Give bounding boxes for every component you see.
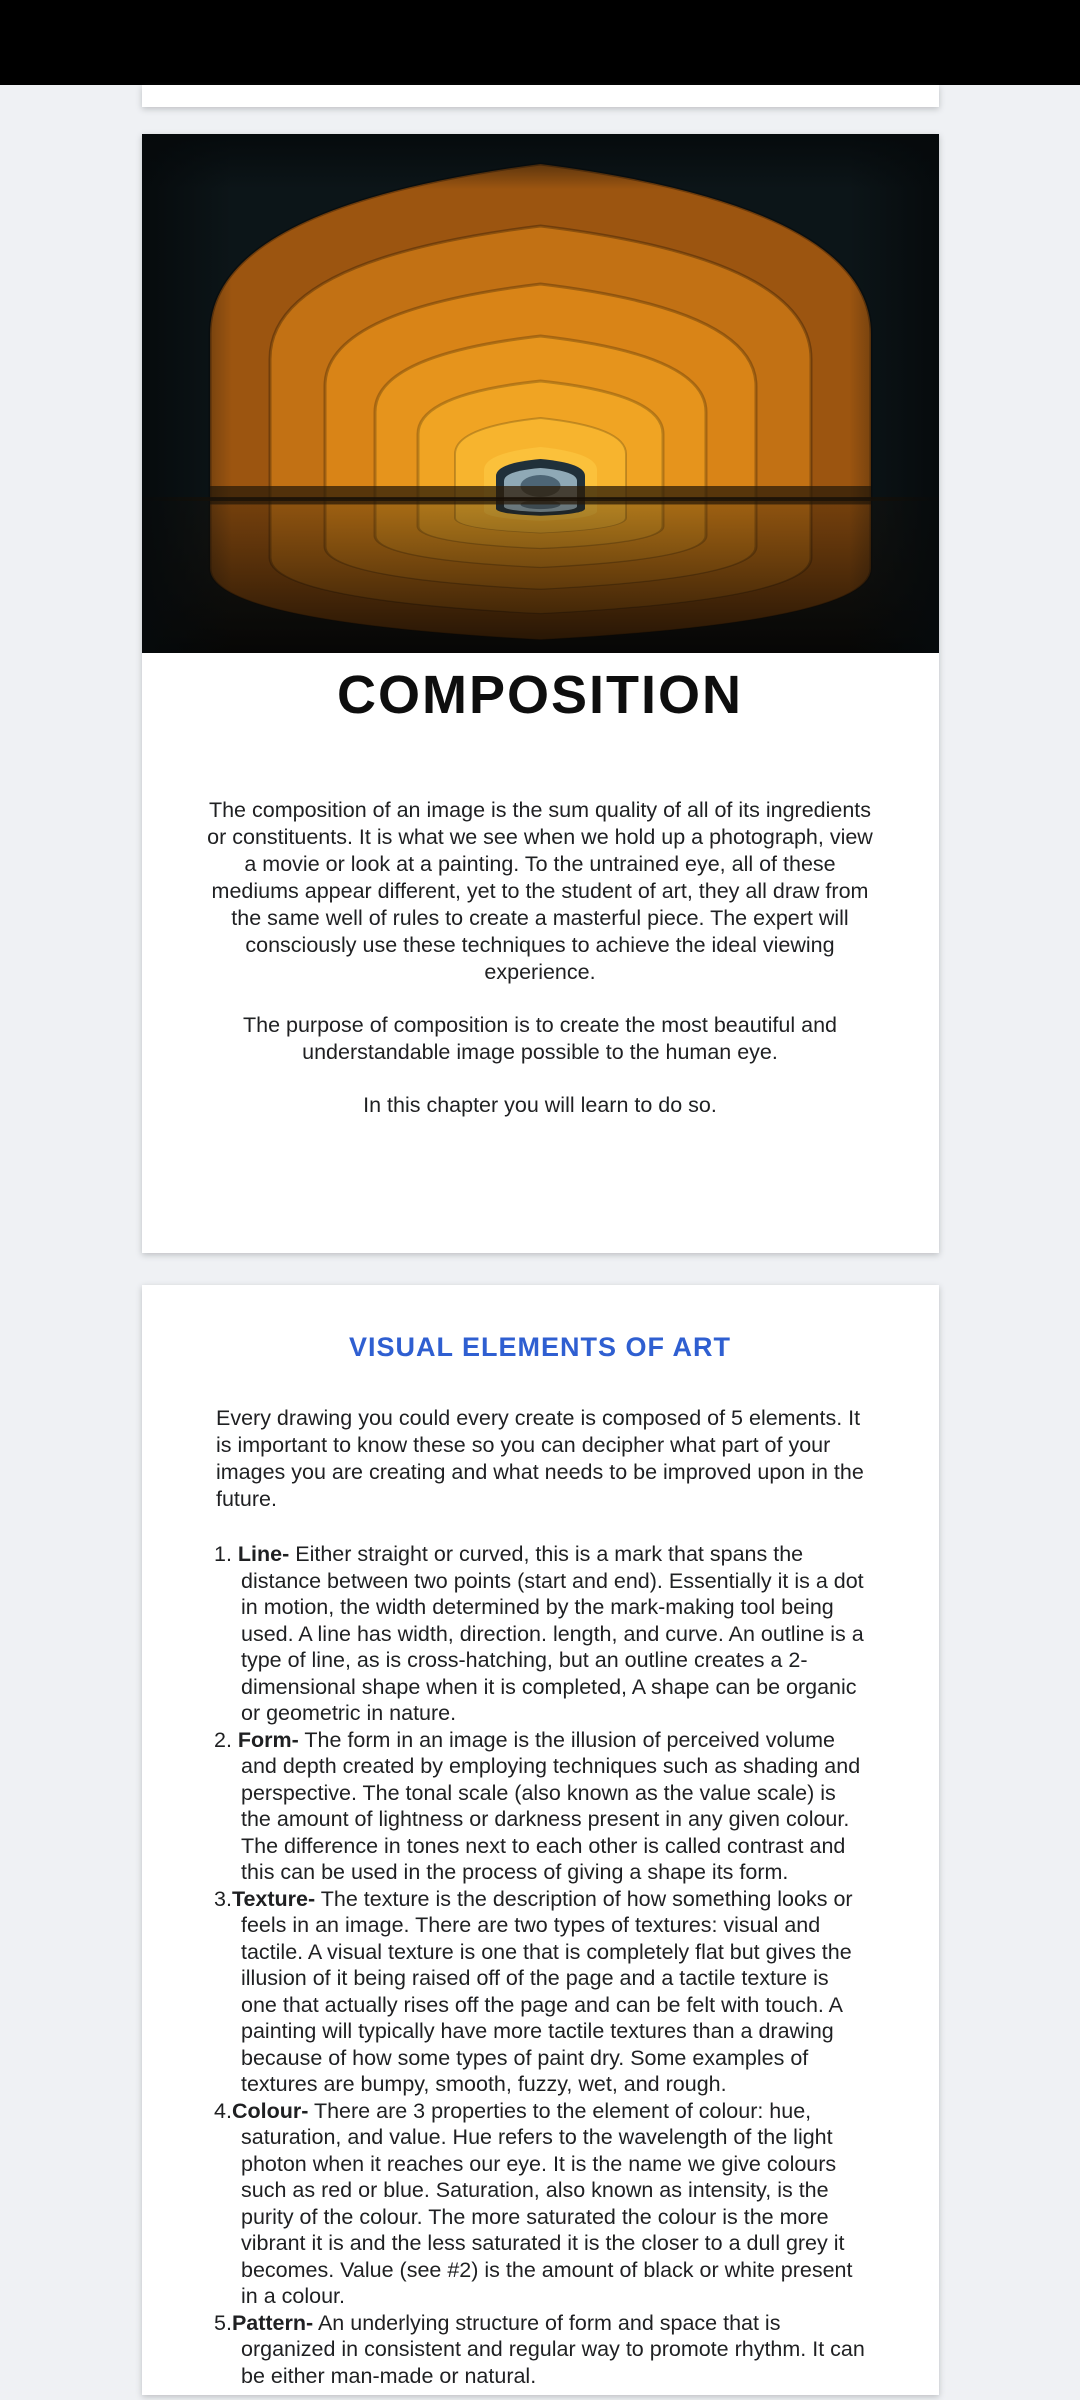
document-scroll-area[interactable] [0, 85, 1080, 2400]
list-number: 4. [214, 2098, 232, 2123]
page-composition [142, 134, 939, 1253]
page-title: COMPOSITION [336, 665, 743, 725]
list-number: 2. [214, 1727, 238, 1752]
status-bar [0, 0, 1080, 85]
page-visual-elements [142, 1285, 939, 2395]
list-term: Pattern- [231, 2310, 314, 2335]
list-term: Colour- [231, 2098, 309, 2123]
list-desc: The texture is the description of how something looks or feels in an image. There are two types of textures: visual and tactile. A visual texture is one that is completely flat but gives the illusion of it being raised off of the page and a tactile texture is one that actually rises off the page and can be felt with touch. A painting will typically have more tactile textures than a drawing because of how some types of paint dry. Some examples of textures are bumpy, smooth, fuzzy, wet, and rough. [241, 1886, 853, 2096]
list-item-pattern [214, 2310, 866, 2390]
list-desc: There are 3 properties to the element of colour: hue, saturation, and value. Hue refers to the wavelength of the light photon when it reaches our eye. It is the name we give colours such as red or blue. Saturation, also known as intensity, is the purity of the colour. The more saturated the colour is the more vibrant it is and the less saturated it is the closer to a dull grey it becomes. Value (see #2) is the amount of black or white present in a colour. [241, 2098, 853, 2308]
list-item-texture [214, 1886, 866, 2098]
previous-page-bottom-edge [142, 85, 939, 107]
composition-paragraph-2: The purpose of composition is to create the most beautiful and understandable image possible to the human eye. [243, 1013, 837, 1064]
section-heading: VISUAL ELEMENTS OF ART [348, 1332, 732, 1362]
list-term: Line- [237, 1542, 290, 1566]
hero-image-arches [142, 134, 939, 653]
intro-paragraph: Every drawing you could every create is composed of 5 elements. It is important to know these so you can decipher what part of your images you are creating and what needs to be improved upon in the future. [216, 1406, 864, 1511]
list-term: Form- [237, 1727, 299, 1752]
elements-list [214, 1541, 866, 2389]
list-number: 1. [214, 1542, 238, 1566]
list-term: Texture- [231, 1886, 316, 1911]
list-item-form [214, 1727, 866, 1886]
composition-paragraph-3: In this chapter you will learn to do so. [363, 1093, 717, 1117]
list-desc: The form in an image is the illusion of perceived volume and depth created by employing techniques such as shading and perspective. The tonal scale (also known as the value scale) is the amount of lightness or darkness present in any given colour. The difference in tones next to each other is called contrast and this can be used in the process of giving a shape its form. [241, 1727, 861, 1884]
list-number: 5. [214, 2310, 232, 2335]
list-desc: An underlying structure of form and space that is organized in consistent and regular way to promote rhythm. It can be either man-made or natural. [241, 2310, 865, 2388]
list-desc: Either straight or curved, this is a mark that spans the distance between two points (start and end). Essentially it is a dot in motion, the width determined by the mark-making tool being used. A line has width, direction. length, and curve. An outline is a type of line, as is cross-hatching, but an outline creates a 2-dimensional shape when it is completed, A shape can be organic or geometric in nature. [241, 1542, 864, 1725]
list-item-line [214, 1541, 866, 1727]
list-number: 3. [214, 1886, 232, 1911]
list-item-colour [214, 2098, 866, 2310]
composition-paragraph-1: The composition of an image is the sum quality of all of its ingredients or constituents. It is what we see when we hold up a photograph, view a movie or look at a painting. To the untrained eye, all of these mediums appear different, yet to the student of art, they all draw from the same well of rules to create a masterful piece. The expert will consciously use these techniques to achieve the ideal viewing experience. [207, 798, 873, 984]
